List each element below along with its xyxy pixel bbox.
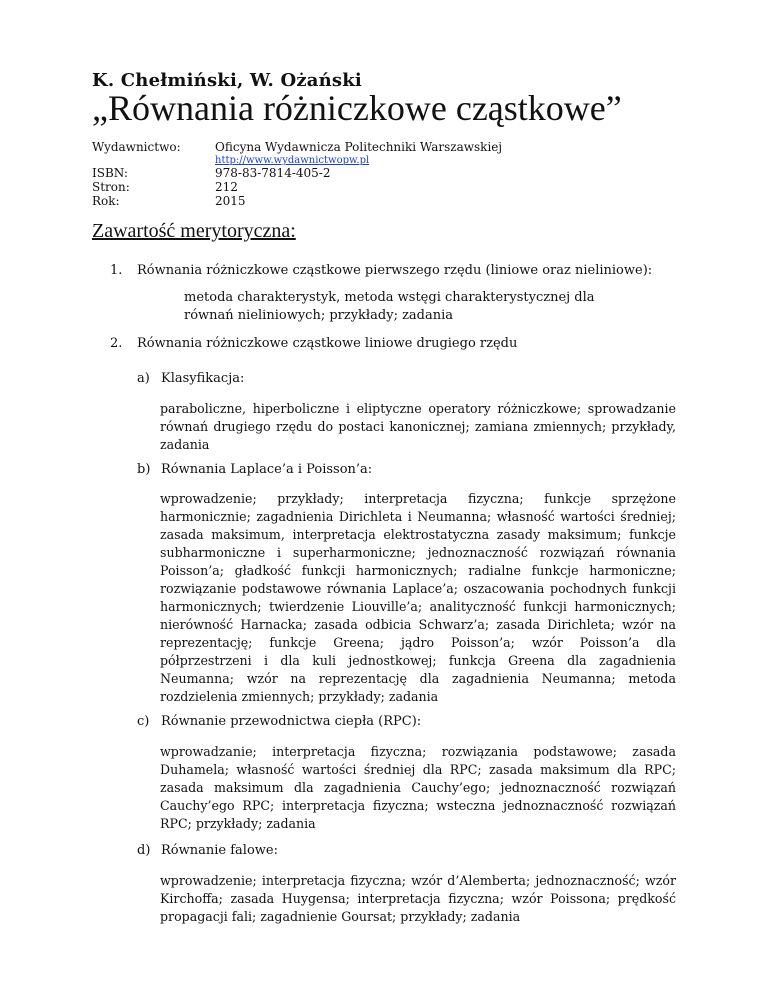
authors: K. Chełmiński, W. Ożański <box>92 70 362 91</box>
meta-value: 2015 <box>215 194 246 208</box>
meta-label: Rok: <box>92 194 120 208</box>
book-title: „Równania różniczkowe cząstkowe” <box>92 88 622 128</box>
subitem-a-text: paraboliczne, hiperboliczne i eliptyczne operatory różniczkowe; sprowadzanie równań drugiego rzędu do postaci kanonicznej; zamiana zmiennych; przykłady, zadania <box>160 401 676 452</box>
subitem-d-heading <box>137 842 278 860</box>
subitem-title: Równanie przewodnictwa ciepła (RPC): <box>161 714 422 729</box>
subitem-title: Klasyfikacja: <box>161 371 245 386</box>
list-item-title: Równania różniczkowe cząstkowe pierwszego rzędu (liniowe oraz nieliniowe): <box>137 263 653 278</box>
meta-value: 978-83-7814-405-2 <box>215 166 331 180</box>
subitem-title: Równania Laplace’a i Poisson’a: <box>161 462 373 477</box>
list-item-2-heading <box>110 335 517 353</box>
list-number: 1. <box>110 263 123 278</box>
subitem-d-text: wprowadzenie; interpretacja fizyczna; wzór d’Alemberta; jednoznaczność; wzór Kirchoffa; zasada Huygensa; interpretacja fizyczna; wzór Poissona; prędkość propagacji fali; zagadnienie Goursat; przykłady; zadania <box>160 873 676 924</box>
list-item-1-description: metoda charakterystyk, metoda wstęgi charakterystycznej dla równań nieliniowych; przykłady; zadania <box>184 290 595 323</box>
meta-value: Oficyna Wydawnicza Politechniki Warszawskiej <box>215 140 503 154</box>
meta-value: 212 <box>215 180 238 194</box>
publisher-website-link[interactable]: http://www.wydawnictwopw.pl <box>215 155 370 166</box>
subitem-letter: d) <box>137 843 151 858</box>
meta-label: Stron: <box>92 180 130 194</box>
subitem-c-text: wprowadzanie; interpretacja fizyczna; rozwiązania podstawowe; zasada Duhamela; własność wartości średniej dla RPC; zasada maksimum dla RPC; zasada maksimum dla zagadnienia Cauchy’ego; jednoznaczność rozwiązań Cauchy’ego RPC; interpretacja fizyczna; wsteczna jednoznaczność rozwiązań RPC; przykłady; zadania <box>160 744 676 831</box>
subitem-c-heading <box>137 713 421 731</box>
meta-label: Wydawnictwo: <box>92 140 181 154</box>
list-number: 2. <box>110 336 123 351</box>
subitem-title: Równanie falowe: <box>161 843 278 858</box>
subitem-letter: a) <box>137 371 150 386</box>
subitem-a-heading <box>137 370 244 388</box>
subitem-letter: c) <box>137 714 150 729</box>
subitem-letter: b) <box>137 462 151 477</box>
subitem-b-text: wprowadzenie; przykłady; interpretacja fizyczna; funkcje sprzężone harmonicznie; zagadnienia Dirichleta i Neumanna; własność wartości średniej; zasada maksimum, interpretacja elektrostatyczna zasady maksimum; funkcje subharmoniczne i superharmoniczne; jednoznaczność rozwiązań równania Poisson’a; gładkość funkcji harmonicznych; radialne funkcje harmoniczne; rozwiązanie podstawowe równania Laplace’a; oszacowania pochodnych funkcji harmonicznych; twierdzenie Liouville’a; analityczność funkcji harmonicznych; nierówność Harnacka; zasada odbicia Schwarz’a; zasada Dirichleta; wzór na reprezentację; funkcje Greena; jądro Poisson’a; wzór Poisson’a dla półprzestrzeni i dla kuli jednostkowej; funkcja Greena dla zagadnienia Neumanna; wzór na reprezentację dla zagadnienia Neumanna; metoda rozdzielenia zmiennych; przykłady; zadania <box>160 491 676 704</box>
list-item-1-heading <box>110 262 652 280</box>
subitem-b-heading <box>137 461 372 479</box>
section-title: Zawartość merytoryczna: <box>92 220 296 242</box>
meta-label: ISBN: <box>92 166 128 180</box>
list-item-title: Równania różniczkowe cząstkowe liniowe drugiego rzędu <box>137 336 518 351</box>
